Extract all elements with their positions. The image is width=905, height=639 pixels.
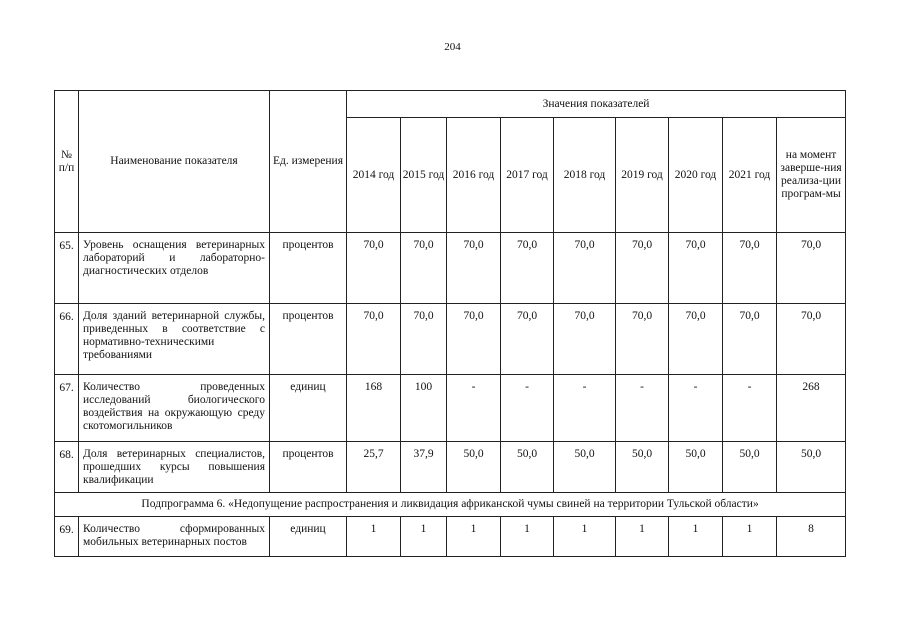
table-row (55, 304, 846, 375)
header-year: 2018 год (554, 118, 616, 233)
header-year: 2020 год (669, 118, 723, 233)
header-year: 2019 год (616, 118, 669, 233)
header-final: на момент заверше-ния реализа-ции програм-мы (777, 118, 846, 233)
indicator-value: 70,0 (447, 304, 501, 375)
indicator-value: 1 (347, 517, 401, 557)
indicator-value: - (447, 375, 501, 442)
indicator-value: 1 (447, 517, 501, 557)
indicator-value: 70,0 (401, 233, 447, 304)
indicator-value: 50,0 (447, 442, 501, 493)
indicator-value: 70,0 (554, 233, 616, 304)
row-number: 67. (55, 375, 79, 442)
indicator-value: 168 (347, 375, 401, 442)
indicator-value: 1 (401, 517, 447, 557)
indicator-value: 50,0 (616, 442, 669, 493)
table-row (55, 375, 846, 442)
indicator-unit: процентов (270, 233, 347, 304)
indicator-value: 70,0 (616, 233, 669, 304)
indicator-value: 1 (669, 517, 723, 557)
row-number: 65. (55, 233, 79, 304)
indicator-value: 50,0 (669, 442, 723, 493)
indicators-table (54, 90, 846, 557)
indicator-value: 1 (501, 517, 554, 557)
subprogram-title: Подпрограмма 6. «Недопущение распространения и ликвидация африканской чумы свиней на территории Тульской области» (55, 493, 846, 517)
indicator-value: 25,7 (347, 442, 401, 493)
indicator-unit: процентов (270, 304, 347, 375)
indicator-unit: единиц (270, 375, 347, 442)
indicator-name: Количество проведенных исследований биологического воздействия на окружающую среду скотомогильников (79, 375, 270, 442)
header-year: 2016 год (447, 118, 501, 233)
indicator-value: 1 (723, 517, 777, 557)
indicator-value: 37,9 (401, 442, 447, 493)
indicator-value: 70,0 (616, 304, 669, 375)
page-number: 204 (444, 41, 461, 53)
indicator-value: 70,0 (501, 233, 554, 304)
indicator-value: 70,0 (447, 233, 501, 304)
indicator-value: 1 (554, 517, 616, 557)
indicator-unit: единиц (270, 517, 347, 557)
indicator-name: Доля зданий ветеринарной службы, приведенных в соответствие с нормативно-техническими требованиями (79, 304, 270, 375)
indicator-value: 70,0 (347, 304, 401, 375)
indicator-unit: процентов (270, 442, 347, 493)
header-values: Значения показателей (347, 91, 846, 118)
row-number: 66. (55, 304, 79, 375)
indicator-value: 70,0 (554, 304, 616, 375)
subprogram-row (55, 493, 846, 517)
table-body (55, 91, 846, 557)
indicator-value: 100 (401, 375, 447, 442)
indicator-name: Количество сформированных мобильных ветеринарных постов (79, 517, 270, 557)
indicator-name: Доля ветеринарных специалистов, прошедших курсы повышения квалификации (79, 442, 270, 493)
indicator-value: 1 (616, 517, 669, 557)
indicator-value: - (616, 375, 669, 442)
table-row (55, 517, 846, 557)
indicator-value: 70,0 (777, 233, 846, 304)
indicator-value: - (669, 375, 723, 442)
indicator-value: 50,0 (777, 442, 846, 493)
indicator-value: 50,0 (723, 442, 777, 493)
indicator-value: 70,0 (401, 304, 447, 375)
indicator-value: 8 (777, 517, 846, 557)
indicator-value: 70,0 (777, 304, 846, 375)
indicator-value: 70,0 (347, 233, 401, 304)
indicator-value: - (723, 375, 777, 442)
indicator-value: 50,0 (554, 442, 616, 493)
header-num: № п/п (55, 91, 79, 233)
table-row (55, 442, 846, 493)
indicator-value: 70,0 (723, 304, 777, 375)
row-number: 69. (55, 517, 79, 557)
header-year: 2021 год (723, 118, 777, 233)
header-name: Наименование показателя (79, 91, 270, 233)
indicator-value: 70,0 (723, 233, 777, 304)
header-year: 2014 год (347, 118, 401, 233)
header-unit: Ед. измерения (270, 91, 347, 233)
indicator-value: 50,0 (501, 442, 554, 493)
indicator-value: 70,0 (501, 304, 554, 375)
indicator-value: 70,0 (669, 304, 723, 375)
header-year: 2017 год (501, 118, 554, 233)
indicator-name: Уровень оснащения ветеринарных лабораторий и лабораторно-диагностических отделов (79, 233, 270, 304)
header-row-top (55, 91, 846, 118)
indicator-value: - (554, 375, 616, 442)
indicator-value: 268 (777, 375, 846, 442)
indicator-value: - (501, 375, 554, 442)
header-year: 2015 год (401, 118, 447, 233)
indicator-value: 70,0 (669, 233, 723, 304)
row-number: 68. (55, 442, 79, 493)
table-row (55, 233, 846, 304)
